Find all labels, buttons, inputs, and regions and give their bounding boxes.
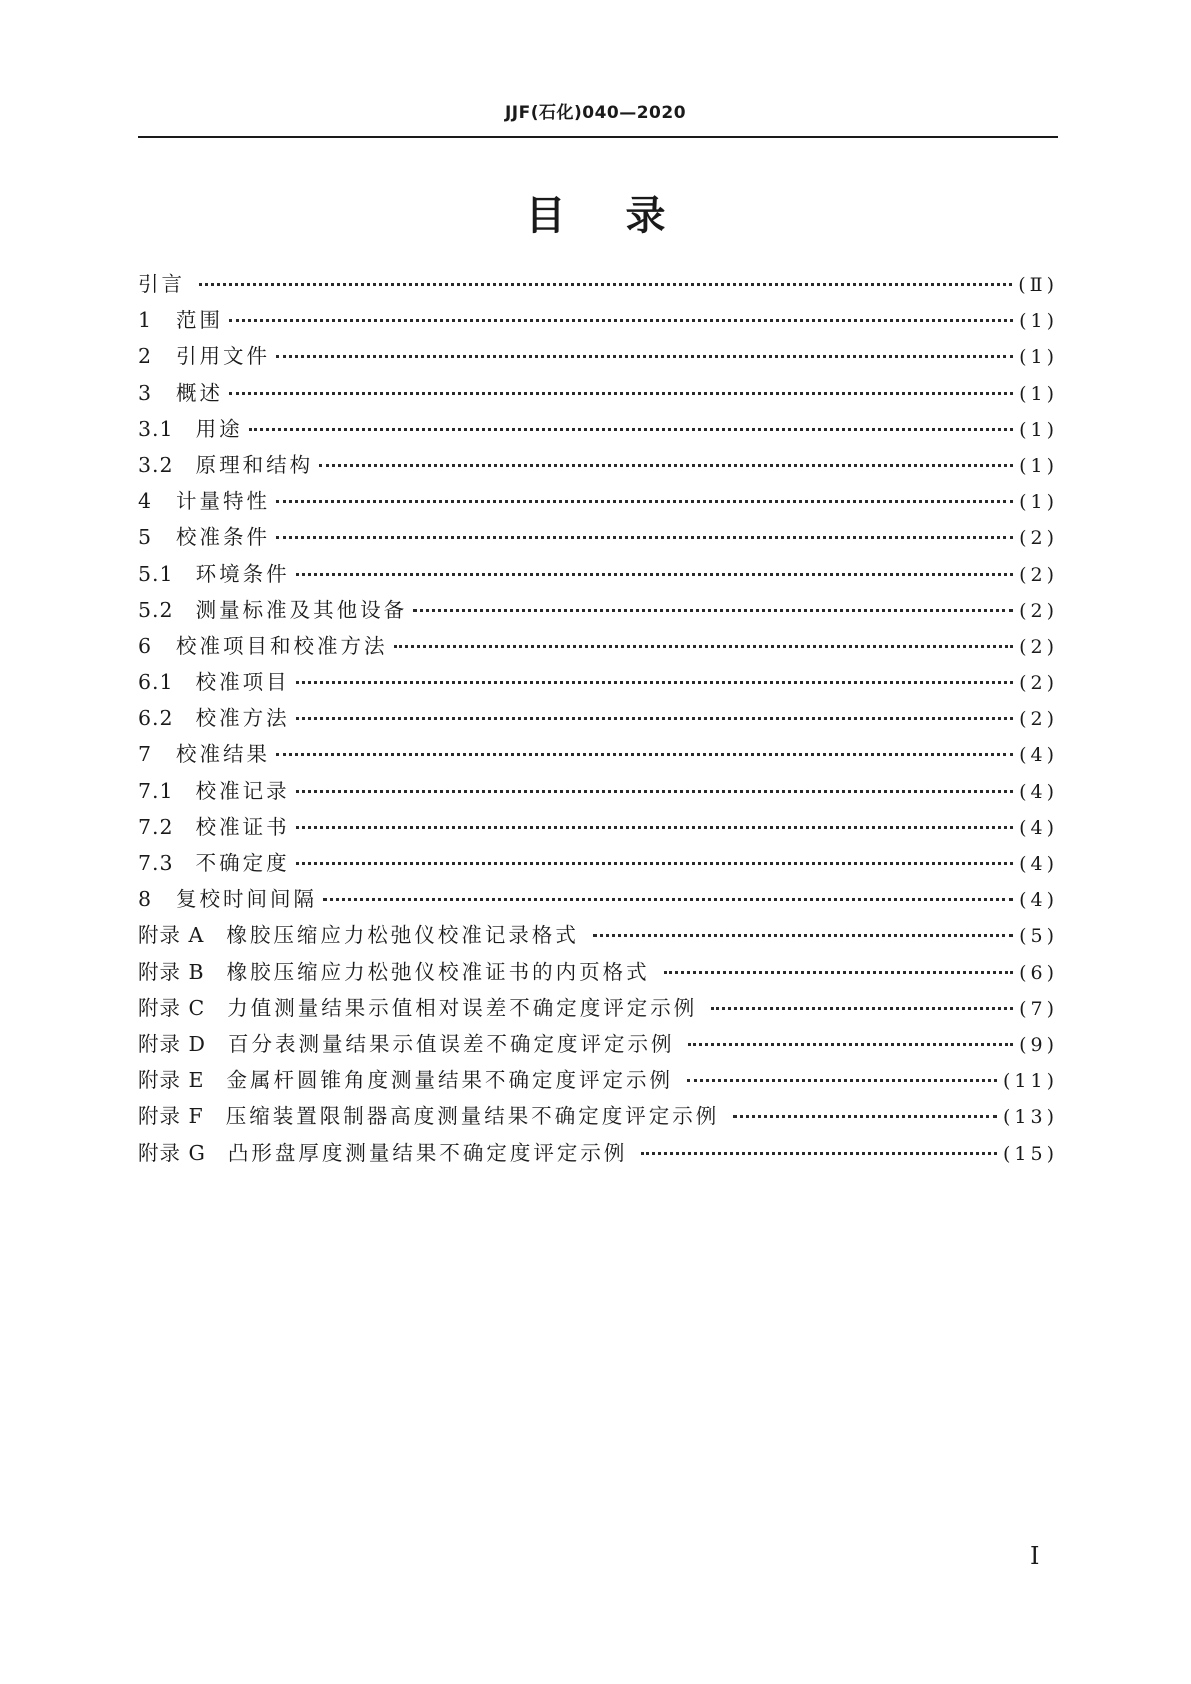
toc-entry-number: 4 <box>138 489 153 514</box>
toc-entry-label: 压缩装置限制器高度测量结果不确定度评定示例 <box>225 1104 720 1129</box>
toc-entry-number: 8 <box>138 887 153 912</box>
toc-entry-number: 附录 D <box>138 1031 206 1056</box>
toc-entry[interactable] <box>138 845 1058 881</box>
toc-entry-leader <box>249 428 1013 431</box>
toc-entry-leader <box>296 790 1013 793</box>
toc-entry-page: (4) <box>1019 744 1058 767</box>
toc-entry-leader <box>319 464 1013 467</box>
toc-entry-label: 校准条件 <box>176 525 271 550</box>
toc-entry-label: 力值测量结果示值相对误差不确定度评定示例 <box>227 995 698 1020</box>
toc-entry-leader <box>276 500 1013 503</box>
toc-entry-number: 7.2 <box>138 814 174 839</box>
toc-entry-number: 7 <box>138 742 153 767</box>
toc-entry-leader <box>733 1115 997 1118</box>
toc-entry-number: 附录 E <box>138 1068 205 1093</box>
toc-entry-page: (2) <box>1019 527 1058 550</box>
toc-entry-leader <box>296 862 1013 865</box>
toc-entry-number: 5.2 <box>138 597 174 622</box>
toc-entry-leader <box>641 1152 997 1155</box>
toc-entry-page: (4) <box>1019 853 1058 875</box>
toc-entry-page: (13) <box>1002 1106 1058 1129</box>
toc-entry-number: 6.2 <box>138 706 174 731</box>
toc-entry[interactable] <box>138 954 1058 990</box>
toc-entry-label: 用途 <box>195 416 243 441</box>
toc-entry-number: 3 <box>138 380 153 405</box>
toc-entry-number: 附录 B <box>138 959 205 984</box>
toc-entry-number: 附录 F <box>138 1104 204 1129</box>
toc-entry-number: 6.1 <box>138 670 174 695</box>
toc-entry[interactable] <box>138 917 1058 953</box>
toc-entry-page: (4) <box>1019 816 1058 839</box>
toc-entry[interactable] <box>138 700 1058 736</box>
toc-entry-label: 范围 <box>176 308 224 333</box>
toc-entry-label: 橡胶压缩应力松弛仪校准证书的内页格式 <box>226 959 650 984</box>
toc-entry-number: 1 <box>138 308 153 333</box>
toc-entry[interactable] <box>138 375 1058 411</box>
toc-entry-number: 附录 A <box>138 923 205 948</box>
toc-entry-label: 不确定度 <box>195 851 290 875</box>
toc-entry-leader <box>687 1079 997 1082</box>
toc-entry-label: 测量标准及其他设备 <box>195 597 408 622</box>
toc-entry-number: 5.1 <box>138 561 174 586</box>
toc-entry[interactable] <box>138 664 1058 700</box>
toc-entry-leader <box>276 753 1013 756</box>
toc-entry-page: (15) <box>1002 1142 1058 1165</box>
toc-entry[interactable] <box>138 1135 1058 1171</box>
toc-entry-leader <box>229 319 1013 322</box>
toc-entry-label: 计量特性 <box>176 489 271 514</box>
toc-entry-leader <box>711 1007 1013 1010</box>
toc-entry-page: (1) <box>1019 491 1058 514</box>
toc-entry-page: (2) <box>1019 672 1058 695</box>
toc-entry-leader <box>199 283 1012 286</box>
toc-entry[interactable] <box>138 266 1058 302</box>
toc-entry-page: (7) <box>1019 997 1058 1020</box>
toc-entry-label: 校准结果 <box>176 742 271 767</box>
toc-entry-page: (1) <box>1019 454 1058 477</box>
toc-entry[interactable] <box>138 881 1058 917</box>
toc-entry-page: (Ⅱ) <box>1018 274 1058 296</box>
toc-entry-page: (2) <box>1019 599 1058 622</box>
toc-entry-page: (1) <box>1019 418 1058 441</box>
toc-entry-page: (9) <box>1019 1033 1058 1056</box>
toc-entry-page: (5) <box>1019 925 1058 948</box>
toc-entry-label: 原理和结构 <box>195 452 314 477</box>
toc-entry-leader <box>296 826 1013 829</box>
toc-entry-leader <box>394 645 1014 648</box>
toc-entry-leader <box>296 573 1013 576</box>
toc-entry-label: 金属杆圆锥角度测量结果不确定度评定示例 <box>226 1068 673 1093</box>
toc-entry-number: 7.3 <box>138 851 174 875</box>
toc-entry-page: (2) <box>1019 708 1058 731</box>
toc-entry-label: 环境条件 <box>195 561 290 586</box>
toc-entry-number: 7.1 <box>138 778 174 803</box>
toc-entry[interactable] <box>138 411 1058 447</box>
toc-entry-number: 附录 G <box>138 1140 206 1165</box>
toc-entry-number: 6 <box>138 633 153 658</box>
running-header: JJF(石化)040—2020 <box>504 103 687 123</box>
toc-entry-number: 5 <box>138 525 153 550</box>
toc-entry-page: (1) <box>1019 310 1058 333</box>
toc-entry-page: (11) <box>1002 1070 1058 1093</box>
toc-entry-leader <box>688 1043 1013 1046</box>
toc-entry-number: 附录 C <box>138 995 206 1020</box>
toc-entry[interactable] <box>138 592 1058 628</box>
toc-entry-leader <box>296 717 1013 720</box>
toc-entry[interactable] <box>138 736 1058 772</box>
toc-entry[interactable] <box>138 628 1058 664</box>
toc-entry[interactable] <box>138 990 1058 1026</box>
toc-entry-label: 校准证书 <box>195 814 290 839</box>
toc-entry[interactable] <box>138 809 1058 845</box>
toc-entry-leader <box>229 392 1013 395</box>
toc-entry-leader <box>664 971 1013 974</box>
toc-entry[interactable] <box>138 1026 1058 1062</box>
toc-entry[interactable] <box>138 447 1058 483</box>
toc-entry-number: 3.2 <box>138 452 174 477</box>
toc-entry[interactable] <box>138 1062 1058 1098</box>
toc-entry[interactable] <box>138 773 1058 809</box>
toc-entry[interactable] <box>138 1098 1058 1134</box>
toc-entry-label: 校准项目和校准方法 <box>176 633 388 658</box>
toc-entry[interactable] <box>138 519 1058 555</box>
toc-entry-label: 复校时间间隔 <box>176 887 318 912</box>
toc-entry-label: 凸形盘厚度测量结果不确定度评定示例 <box>227 1140 628 1165</box>
header-rule <box>138 136 1058 138</box>
toc-entry[interactable] <box>138 483 1058 519</box>
toc-entry-number: 3.1 <box>138 416 174 441</box>
table-of-contents <box>138 266 1058 1171</box>
toc-entry-page: (1) <box>1019 346 1058 369</box>
toc-entry-page: (1) <box>1019 382 1058 405</box>
toc-entry-label: 引言 <box>138 272 185 296</box>
toc-entry-leader <box>276 536 1013 539</box>
toc-entry-page: (4) <box>1019 780 1058 803</box>
toc-entry-label: 校准记录 <box>195 778 290 803</box>
toc-entry-label: 百分表测量结果示值误差不确定度评定示例 <box>227 1031 675 1056</box>
toc-entry-page: (2) <box>1019 563 1058 586</box>
page-number: I <box>1030 1542 1040 1570</box>
toc-entry[interactable] <box>138 338 1058 374</box>
toc-entry-page: (6) <box>1019 961 1058 984</box>
toc-entry-label: 校准方法 <box>195 706 290 731</box>
toc-entry-leader <box>323 898 1013 901</box>
toc-entry-page: (2) <box>1019 635 1058 658</box>
toc-entry-leader <box>593 934 1013 937</box>
toc-entry-label: 校准项目 <box>195 670 290 695</box>
toc-entry-leader <box>413 609 1013 612</box>
toc-entry-leader <box>296 681 1013 684</box>
toc-entry-label: 橡胶压缩应力松弛仪校准记录格式 <box>226 923 579 948</box>
toc-entry-page: (4) <box>1019 889 1058 912</box>
toc-entry-label: 概述 <box>176 380 224 405</box>
toc-entry-number: 2 <box>138 344 153 369</box>
page-title: 目录 <box>525 193 726 239</box>
toc-entry-leader <box>276 355 1013 358</box>
toc-entry[interactable] <box>138 556 1058 592</box>
toc-entry-label: 引用文件 <box>176 344 271 369</box>
toc-entry[interactable] <box>138 302 1058 338</box>
